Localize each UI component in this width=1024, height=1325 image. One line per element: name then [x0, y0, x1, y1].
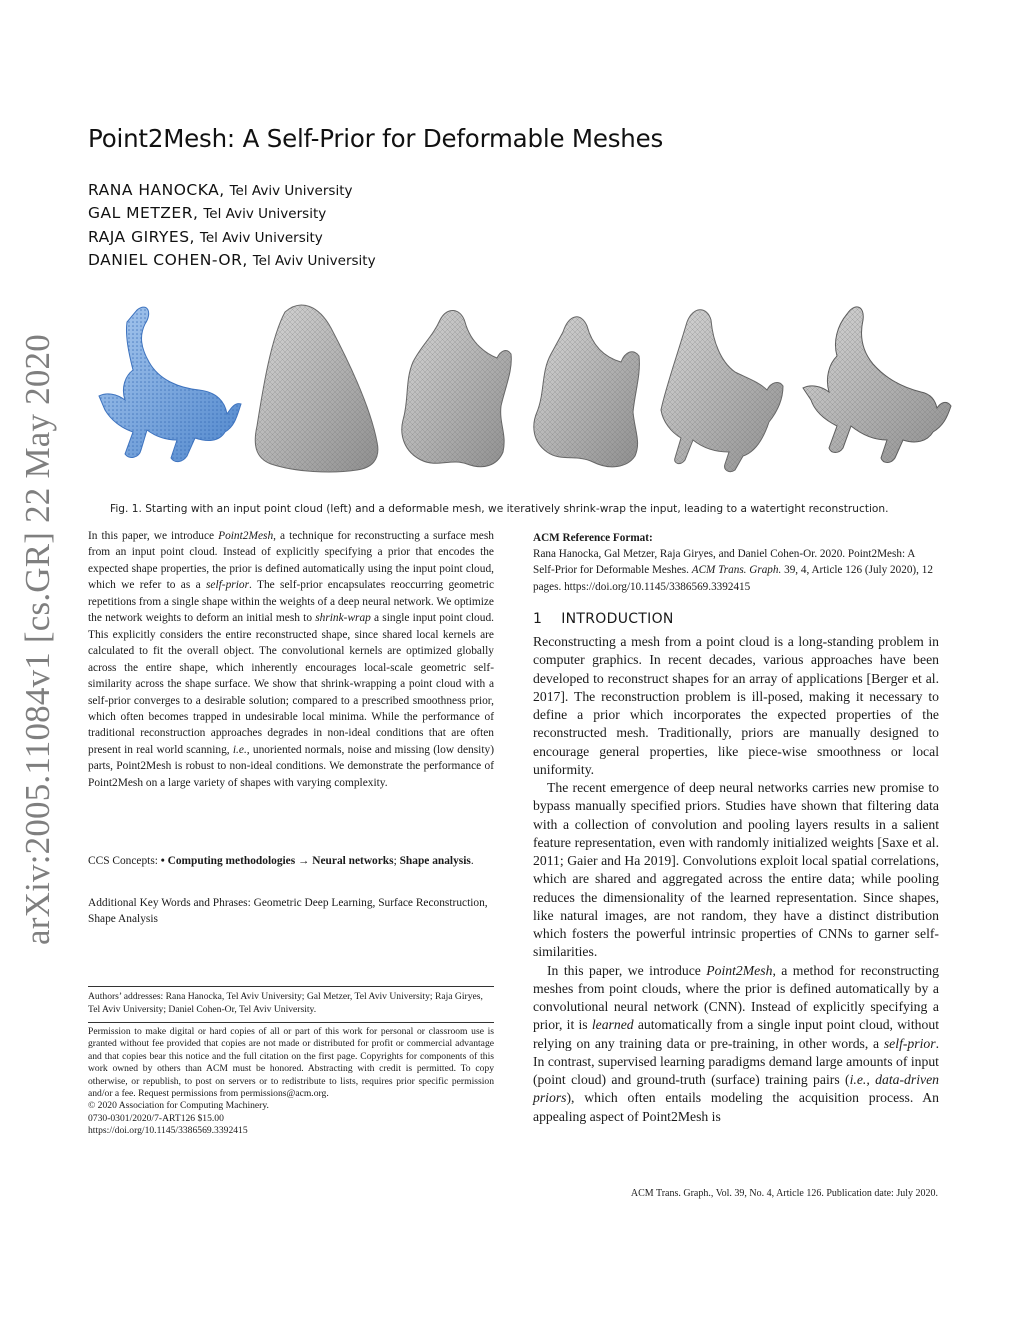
acm-reference-text: [533, 546, 939, 595]
abstract-text: In this paper, we introduce: [88, 530, 219, 542]
body-text: . In contrast, supervised learning paradigms demand large amounts of input (point cloud) and ground-truth (surface) training pairs (: [533, 1035, 939, 1087]
abstract-text: a single input point cloud. This explicitly considers the entire reconstructed shape, since shared local kernels are calculated to fit the overall object. The convolutional kernels are optimized globally across the entire shape, which inherently encourages local-scale geometric self-similarity across the shape surface. We show that shrink-wrapping a point cloud with a self-prior converges to a desirable solution; compared to a prescribed smoothness prior, which often becomes trapped in undesirable local minima. While the performance of traditional reconstruction approaches degrades in non-ideal conditions that are often present in real world scanning,: [88, 612, 494, 756]
doi-link[interactable]: https://doi.org/10.1145/3386569.3392415: [88, 1125, 248, 1137]
issn-line: 0730-0301/2020/7-ART126 $15.00: [88, 1112, 224, 1124]
ccs-label: CCS Concepts:: [88, 855, 161, 867]
acm-reference-heading: ACM Reference Format:: [533, 532, 653, 544]
author-entry: [88, 202, 376, 225]
body-paragraph: Reconstructing a mesh from a point cloud is a long-standing problem in computer graphics. In recent decades, various approaches have been developed to reconstruct shapes for an array of applications [Berger et al. 2017]. The reconstruction problem is ill-posed, making it necessary to define a prior which incorporates the expected properties of the reconstructed mesh. Traditionally, priors are manually designed to encourage general properties, like piece-wise smoothness or local uniformity.: [533, 634, 939, 777]
body-text: automatically from a single input point cloud, without relying on any training data or pre-training, in other words, a: [533, 1017, 939, 1051]
page-footer: ACM Trans. Graph., Vol. 39, No. 4, Article 126. Publication date: July 2020.: [630, 1188, 938, 1199]
ccs-concept: Shape analysis: [399, 855, 471, 867]
body-paragraph: [533, 962, 939, 1126]
acm-reference-journal: ACM Trans. Graph.: [691, 564, 782, 577]
body-emphasis: i.e., data-driven priors: [533, 1072, 939, 1106]
author-name: DANIEL COHEN-OR,: [88, 250, 248, 269]
body-emphasis: learned: [591, 1017, 634, 1033]
author-entry: [88, 226, 376, 249]
abstract-text: unoriented normals, noise and missing (low density) parts, Point2Mesh is robust to non-ideal conditions. We demonstrate the performance of Point2Mesh on a large variety of shapes with varying complexity.: [88, 743, 494, 789]
copyright-line: © 2020 Association for Computing Machinery.: [88, 1100, 269, 1112]
keywords: Additional Key Words and Phrases: Geometric Deep Learning, Surface Reconstruction, Shape Analysis: [88, 897, 488, 926]
author-entry: [88, 249, 376, 272]
abstract-emphasis: shrink-wrap: [315, 612, 371, 625]
paper-title: Point2Mesh: A Self-Prior for Deformable Meshes: [88, 124, 664, 153]
introduction-body: [533, 633, 939, 1126]
authors-addresses: Authors’ addresses: Rana Hanocka, Tel Aviv University; Gal Metzer, Tel Aviv University; Raja Giryes, Tel Aviv University; Daniel Cohen-Or, Tel Aviv University.: [88, 986, 494, 1017]
author-affiliation: Tel Aviv University: [229, 183, 353, 199]
author-name: RAJA GIRYES,: [88, 227, 195, 246]
abstract-text: . The self-prior encapsulates reoccurring geometric repetitions from a single shape within the weights of a deep neural network. We optimize the network weights to deform an initial mesh to: [88, 579, 494, 625]
ccs-bullet: •: [160, 855, 168, 867]
intermediate-mesh-image: [661, 310, 783, 472]
author-affiliation: Tel Aviv University: [252, 252, 376, 269]
abstract-text: , a technique for reconstructing a surface mesh from an input point cloud. Instead of explicitly specifying a prior that encodes the expected shape properties, the prior is defined automatically using the input point cloud, which we refer to as a: [88, 530, 494, 592]
teaser-figure: [95, 292, 955, 487]
abstract: [88, 528, 494, 791]
final-reconstruction-image: [803, 307, 951, 463]
section-heading: 1 INTRODUCTION: [533, 611, 674, 627]
abstract-emphasis: self-prior: [205, 579, 250, 592]
body-text: ), which often entails modeling the acquisition process. An appealing aspect of Point2Mesh is: [533, 1090, 939, 1124]
ccs-arrow: →: [295, 855, 313, 867]
body-text: In this paper, we introduce: [547, 962, 707, 978]
figure-caption: Fig. 1. Starting with an input point cloud (left) and a deformable mesh, we iteratively shrink-wrap the input, leading to a watertight reconstruction.: [110, 503, 889, 515]
ccs-concept: Neural networks: [312, 855, 394, 867]
ccs-separator: ;: [393, 855, 400, 867]
initial-mesh-image: [255, 305, 378, 472]
author-entry: [88, 179, 376, 202]
arxiv-identifier-stamp: arXiv:2005.11084v1 [cs.GR] 22 May 2020: [18, 334, 57, 945]
permissions-text: Permission to make digital or hard copies of all or part of this work for personal or classroom use is granted without fee provided that copies are not made or distributed for profit or commercial advantage and that copies bear this notice and the full citation on the first page. Copyrights for components of this work owned by others than ACM must be honored. Abstracting with credit is permitted. To copy otherwise, or republish, to post on servers or to redistribute to lists, requires prior specific permission and/or a fee. Request permissions from permissions@acm.org.: [88, 1026, 494, 1100]
body-emphasis: self-prior: [883, 1035, 936, 1051]
intermediate-mesh-image: [534, 317, 640, 467]
acm-reference-part: Rana Hanocka, Gal Metzer, Raja Giryes, and Daniel Cohen-Or. 2020. Point2Mesh: A Self-Prior for Deformable Meshes.: [533, 548, 915, 577]
permissions-notice: [88, 1022, 494, 1138]
body-emphasis: Point2Mesh: [706, 962, 773, 978]
acm-reference-format: [533, 530, 939, 595]
abstract-emphasis: i.e.,: [232, 743, 250, 756]
acm-reference-part: 39, 4, Article 126 (July 2020), 12 pages. https://doi.org/10.1145/3386569.3392415: [533, 564, 933, 593]
abstract-paragraph: [88, 528, 494, 791]
ccs-concepts: [88, 853, 494, 869]
author-affiliation: Tel Aviv University: [199, 229, 323, 246]
intermediate-mesh-image: [402, 310, 512, 466]
ccs-end: .: [470, 855, 474, 867]
ccs-concept: Computing methodologies: [167, 855, 296, 867]
author-name: GAL METZER,: [88, 204, 199, 223]
input-point-cloud-image: [99, 307, 241, 461]
author-name: RANA HANOCKA,: [88, 181, 225, 199]
body-paragraph: The recent emergence of deep neural networks carries new promise to bypass manually specified priors. Studies have shown that filtering data with a collection of convolution and pooling layers results in a salient feature representation, even with randomly initialized weights [Saxe et al. 2011; Gaier and Ha 2019]. Convolutions exploit local spatial correlations, which are shared and aggregated across the entire data; while pooling reduces the dimensionality of the learned representation. Since shapes, like natural images, are not random, they have a distinct distribution which fosters the powerful intrinsic properties of CNNs to garner self-similarities.: [533, 780, 939, 960]
abstract-emphasis: Point2Mesh: [218, 530, 274, 542]
body-text: , a method for reconstructing meshes from point clouds, where the prior is defined automatically by a convolutional neural network (CNN). Instead of explicitly specifying a prior, it is: [533, 962, 939, 1033]
author-list: [88, 179, 376, 272]
author-affiliation: Tel Aviv University: [203, 206, 327, 223]
